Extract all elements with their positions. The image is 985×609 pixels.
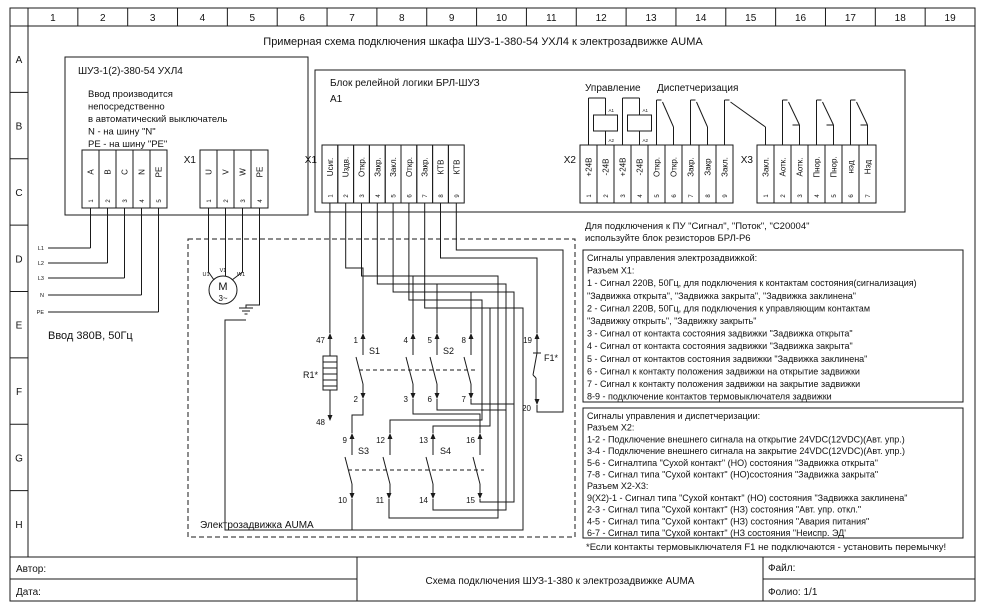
- footnote: *Если контакты термовыключателя F1 не подключаются - установить перемычку!: [586, 542, 947, 553]
- terminal-cell: [200, 150, 217, 208]
- terminal-pin: 9: [454, 194, 461, 198]
- terminal-label: V: [221, 169, 231, 175]
- terminal-label: С: [120, 169, 130, 175]
- signal-line: 8-9 - подключение контактов термовыключателя задвижки: [587, 391, 832, 402]
- terminal-label: Закр.: [420, 157, 430, 177]
- terminal-pin: 3: [123, 199, 129, 203]
- row-letter: G: [15, 453, 23, 465]
- wire-pin-number: 9: [342, 436, 347, 445]
- terminal-arrow: [411, 333, 416, 339]
- feeder-label: Ввод 380В, 50Гц: [48, 330, 133, 342]
- terminal-cell: [150, 150, 167, 208]
- terminal-arrow: [350, 493, 355, 499]
- phase-label: L1: [37, 246, 44, 252]
- terminal-label: PE: [255, 166, 265, 178]
- terminal-label: Закр.: [686, 157, 696, 177]
- signal-line: 9(X2)-1 - Сигнал типа "Сухой контакт" (НО) состояния "Задвижка заклинена": [587, 492, 908, 503]
- signal-line: 2 - Сигнал 220В, 50Гц, для подключения к управляющим контактам: [587, 303, 871, 314]
- shuz-note-line: непосредственно: [88, 101, 165, 113]
- terminal-label: N: [137, 169, 147, 175]
- terminal-pin: 6: [407, 194, 414, 198]
- terminal-label: Uздв.: [341, 156, 351, 178]
- wire: [413, 399, 480, 433]
- terminal-pin: 5: [157, 199, 163, 203]
- signal-line: 1-2 - Подключение внешнего сигнала на открытие 24VDC(12VDC)(Авт. упр.): [587, 434, 905, 445]
- terminal-arrow: [350, 433, 355, 439]
- motor-terminal-v1: V1: [219, 268, 227, 274]
- terminal-pin: 4: [140, 199, 146, 203]
- column-number: 7: [349, 13, 355, 24]
- column-number: 12: [595, 13, 607, 24]
- terminal-pin: 2: [604, 194, 610, 198]
- shuz-note-line: в автоматический выключатель: [88, 114, 228, 125]
- brl-title: Блок релейной логики БРЛ-ШУЗ: [330, 78, 480, 89]
- terminal-label: КТВ: [436, 159, 446, 175]
- sheet-title: Примерная схема подключения шкафа ШУЗ-1-380-54 УХЛ4 к электрозадвижке AUMA: [263, 36, 703, 48]
- row-letter: E: [15, 320, 23, 332]
- terminal-pin: 5: [655, 194, 661, 198]
- terminal-cell: [82, 150, 99, 208]
- terminal-pin: 6: [849, 194, 855, 198]
- switch-s1-label: S1: [369, 346, 381, 356]
- terminal-label: Откр.: [404, 156, 414, 178]
- terminal-label: Аотк.: [795, 157, 805, 177]
- wire-pin-number: 4: [403, 336, 408, 345]
- wire: [377, 203, 506, 510]
- signal-line: 2-3 - Сигнал типа "Сухой контакт" (НЗ) состояния "Авт. упр. откл.": [587, 504, 862, 515]
- wire: [232, 208, 246, 280]
- titleblock-author: Автор:: [16, 564, 47, 575]
- wire-pin-number: 48: [316, 418, 325, 427]
- phase-label: PE: [36, 310, 44, 316]
- signal-line: Сигналы управления и диспетчеризации:: [587, 411, 761, 421]
- signal-line: Разъем X1:: [587, 265, 635, 276]
- coil-terminal-label: A1: [608, 108, 615, 113]
- wire-pin-number: 8: [461, 336, 466, 345]
- signal-line: 4 - Сигнал от контакта состояния задвижки "Задвижка закрыта": [587, 341, 853, 352]
- terminal-pin: 1: [328, 194, 335, 198]
- pu-note-line: используйте блок резисторов БРЛ-Р6: [585, 233, 751, 244]
- phase-label: L2: [37, 261, 44, 267]
- terminal-pin: 6: [672, 194, 678, 198]
- terminal-pin: 3: [241, 199, 247, 203]
- terminal-arrow: [328, 333, 333, 339]
- column-number: 18: [894, 13, 906, 24]
- wire: [352, 399, 363, 433]
- terminal-label: Откр.: [669, 156, 679, 178]
- brl-ref: А1: [330, 94, 343, 105]
- terminal-label: U: [204, 169, 214, 175]
- titleblock-file: Файл:: [768, 563, 796, 574]
- terminal-pin: 4: [258, 199, 264, 203]
- signal-line: 5-6 - Сигналтипа "Сухой контакт" (НО) состояния "Задвижка открыта": [587, 457, 878, 468]
- signal-line: "Задвижка открыта", "Задвижка закрыта", "Задвижка заклинена": [587, 290, 856, 301]
- terminal-cell: [99, 150, 116, 208]
- switch-s2-label: S2: [443, 346, 455, 356]
- signal-line: 4-5 - Сигнал типа "Сухой контакт" (НЗ) состояния "Авария питания": [587, 516, 870, 527]
- terminal-pin: 5: [391, 194, 398, 198]
- column-number: 10: [495, 13, 508, 24]
- column-number: 19: [944, 13, 956, 24]
- wire: [246, 208, 260, 308]
- column-number: 11: [546, 13, 557, 24]
- terminal-arrow: [478, 433, 483, 439]
- strip-label: X3: [740, 155, 753, 166]
- terminal-arrow: [478, 493, 483, 499]
- row-letter: C: [15, 187, 23, 199]
- terminal-label: -24В: [635, 158, 645, 176]
- wire-pin-number: 12: [376, 436, 385, 445]
- column-number: 2: [99, 13, 106, 24]
- signal-line: Разъем X2:: [587, 422, 635, 433]
- wire-pin-number: 5: [427, 336, 432, 345]
- terminal-arrow: [361, 393, 366, 399]
- column-number: 9: [448, 13, 455, 24]
- signal-line: 6 - Сигнал к контакту положения задвижки на открытие задвижки: [587, 366, 860, 377]
- column-number: 1: [50, 13, 56, 24]
- coil-terminal-label: A2: [608, 138, 615, 143]
- terminal-label: -24В: [601, 158, 611, 176]
- switch-s4-label: S4: [440, 446, 452, 456]
- signal-line: Сигналы управления электрозадвижкой:: [587, 253, 758, 263]
- relay-coil: [628, 115, 652, 131]
- terminal-arrow: [431, 493, 436, 499]
- signal-line: 6-7 - Сигнал типа "Сухой контакт" (НЗ состояния "Неиспр. ЭД': [587, 528, 846, 538]
- terminal-label: Закр.: [373, 157, 383, 177]
- terminal-arrow: [431, 433, 436, 439]
- wire: [225, 203, 523, 530]
- terminal-label: PE: [154, 166, 164, 178]
- wire-pin-number: 14: [419, 496, 428, 505]
- wire-pin-number: 6: [427, 395, 432, 404]
- row-letter: B: [15, 121, 23, 133]
- column-number: 5: [249, 13, 256, 24]
- column-number: 6: [299, 13, 305, 24]
- terminal-label: нэд: [846, 160, 856, 174]
- row-letter: H: [15, 519, 23, 531]
- signal-line: 7-8 - Сигнал типа "Сухой контакт" (НО)состояния "Задвижка закрыта": [587, 469, 879, 480]
- shuz-note-line: Ввод производится: [88, 89, 173, 100]
- terminal-arrow: [387, 493, 392, 499]
- terminal-label: Закр: [703, 158, 713, 176]
- terminal-label: Пнор.: [812, 156, 822, 178]
- titleblock-folio: Фолио: 1/1: [768, 587, 818, 598]
- terminal-arrow: [535, 399, 540, 405]
- row-letter: F: [15, 387, 23, 399]
- terminal-cell: [116, 150, 133, 208]
- terminal-cell: [217, 150, 234, 208]
- phase-label: L3: [37, 276, 44, 282]
- terminal-label: Откр.: [357, 156, 367, 178]
- signal-line: 7 - Сигнал к контакту положения задвижки на закрытие задвижки: [587, 379, 861, 389]
- terminal-pin: 8: [439, 194, 445, 198]
- terminal-arrow: [328, 415, 333, 421]
- terminal-pin: 1: [587, 194, 593, 198]
- terminal-pin: 8: [706, 194, 712, 198]
- resistor-r1-label: R1*: [302, 370, 318, 380]
- thermal-f1-label: F1*: [544, 353, 559, 363]
- wire-pin-number: 10: [338, 496, 347, 505]
- terminal-pin: 2: [781, 194, 787, 198]
- terminal-pin: 3: [621, 194, 627, 198]
- terminal-label: +24В: [584, 157, 594, 177]
- terminal-cell: [234, 150, 251, 208]
- strip-label: X1: [304, 155, 317, 166]
- terminal-label: Uсиг.: [325, 157, 335, 177]
- terminal-cell: [133, 150, 150, 208]
- motor-letter: M: [218, 281, 228, 293]
- titleblock-doc-title: Схема подключения ШУЗ-1-380 к электрозадвижке AUMA: [425, 576, 695, 587]
- terminal-arrow: [435, 393, 440, 399]
- terminal-arrow: [361, 333, 366, 339]
- column-number: 8: [399, 13, 405, 24]
- column-number: 16: [794, 13, 807, 24]
- switch-s3-label: S3: [358, 446, 370, 456]
- terminal-label: W: [238, 168, 248, 176]
- terminal-pin: 2: [106, 199, 112, 203]
- terminal-label: Закл.: [720, 157, 730, 177]
- wire: [346, 203, 363, 333]
- wire: [471, 399, 514, 404]
- terminal-arrow: [469, 333, 474, 339]
- wire-pin-number: 15: [466, 496, 475, 505]
- terminal-pin: 1: [89, 199, 95, 203]
- terminal-pin: 4: [815, 194, 821, 198]
- wire-pin-number: 7: [461, 395, 466, 404]
- wire-pin-number: 3: [403, 395, 408, 404]
- column-number: 14: [695, 13, 707, 24]
- terminal-label: Нэд: [863, 159, 873, 175]
- signal-line: 3-4 - Подключение внешнего сигнала на закрытие 24VDC(12VDC)(Авт. упр.): [587, 446, 905, 457]
- column-number: 15: [745, 13, 757, 24]
- wire-pin-number: 1: [353, 336, 358, 345]
- wire-pin-number: 11: [375, 496, 384, 505]
- terminal-pin: 5: [832, 194, 838, 198]
- terminal-pin: 4: [638, 194, 644, 198]
- signal-line: 1 - Сигнал 220В, 50Гц, для подключения к контактам состояния(сигнализация): [587, 278, 917, 289]
- coil-terminal-label: A2: [642, 138, 649, 143]
- shuz-note-line: PE - на шину "PE": [88, 139, 168, 150]
- column-number: 13: [645, 13, 657, 24]
- terminal-label: А: [86, 169, 96, 175]
- strip-label: X2: [563, 155, 576, 166]
- strip-label: X1: [183, 155, 196, 166]
- terminal-pin: 3: [798, 194, 804, 198]
- terminal-pin: 7: [423, 194, 430, 198]
- terminal-pin: 3: [360, 194, 366, 198]
- terminal-arrow: [388, 433, 393, 439]
- wiring: [48, 203, 563, 530]
- terminal-pin: 1: [764, 194, 770, 198]
- row-letter: A: [15, 55, 23, 67]
- wire-pin-number: 19: [523, 336, 532, 345]
- column-number: 17: [844, 13, 856, 24]
- terminal-arrow: [435, 333, 440, 339]
- terminal-strips: [82, 145, 876, 208]
- wire-pin-number: 16: [466, 436, 475, 445]
- phase-label: N: [40, 293, 44, 299]
- auma-label: Электрозадвижка AUMA: [200, 520, 314, 531]
- terminal-arrow: [411, 393, 416, 399]
- resistor-symbol: [323, 356, 337, 390]
- signal-line: Разъем X2-X3:: [587, 481, 649, 492]
- relay-coil: [594, 115, 618, 131]
- terminal-pin: 7: [866, 194, 872, 198]
- terminal-arrow: [535, 333, 540, 339]
- terminal-pin: 9: [723, 194, 729, 198]
- terminal-pin: 7: [689, 194, 695, 198]
- terminal-pin: 2: [344, 194, 351, 198]
- terminal-label: КТВ: [452, 159, 462, 175]
- pu-note-line: Для подключения к ПУ "Сигнал", "Поток", "С20004": [585, 221, 810, 232]
- wire: [209, 208, 215, 280]
- terminal-label: Пнор.: [829, 156, 839, 178]
- terminal-arrow: [469, 393, 474, 399]
- terminal-label: Закл.: [389, 157, 399, 177]
- terminal-cell: [251, 150, 268, 208]
- shuz-cabinet-label: ШУЗ-1(2)-380-54 УХЛ4: [78, 66, 183, 77]
- coil-terminal-label: A1: [642, 108, 649, 113]
- wire-pin-number: 20: [522, 404, 531, 413]
- terminal-pin: 2: [224, 199, 230, 203]
- dispatch-header: Диспетчеризация: [657, 83, 739, 94]
- column-number: 4: [199, 13, 206, 24]
- terminal-label: Аотк.: [778, 157, 788, 177]
- terminal-pin: 4: [375, 194, 382, 198]
- motor-phase: 3~: [218, 294, 228, 303]
- motor-terminal-w1: W1: [236, 272, 246, 278]
- control-header: Управление: [585, 83, 641, 94]
- signal-line: 3 - Сигнал от контакта состояния задвижки "Задвижка открыта": [587, 328, 853, 339]
- terminal-label: Откр.: [652, 156, 662, 178]
- shuz-note-line: N - на шину "N": [88, 126, 156, 138]
- row-letter: D: [15, 254, 23, 266]
- wire-pin-number: 13: [419, 436, 428, 445]
- terminal-label: В: [103, 169, 113, 175]
- signal-line: 5 - Сигнал от контактов состояния задвижки "Задвижка заклинена": [587, 353, 868, 364]
- terminal-pin: 1: [207, 199, 213, 203]
- motor-terminal-u1: U1: [202, 272, 210, 278]
- titleblock-date: Дата:: [16, 587, 41, 598]
- terminal-label: +24В: [618, 157, 628, 177]
- column-number: 3: [149, 13, 156, 24]
- wire-pin-number: 2: [353, 395, 358, 404]
- wire-pin-number: 47: [316, 336, 325, 345]
- terminal-label: Закл.: [761, 157, 771, 177]
- signal-line: "Задвижку открыть", "Задвижку закрыть": [587, 316, 757, 326]
